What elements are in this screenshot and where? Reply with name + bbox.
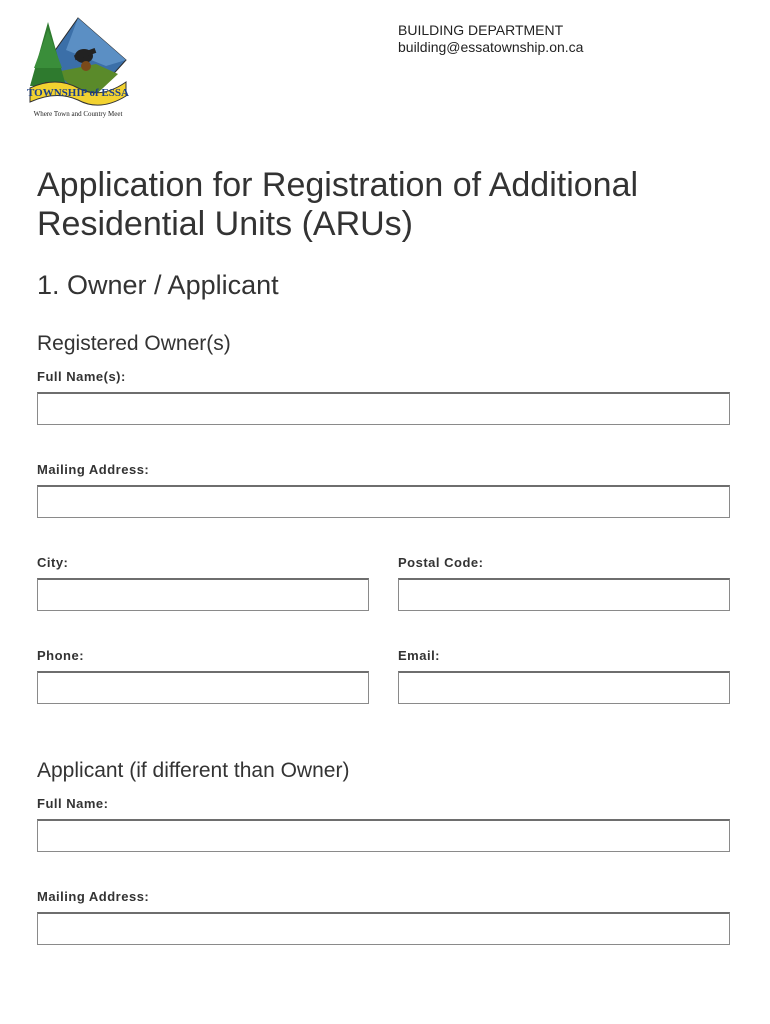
section-title-owner-applicant: 1. Owner / Applicant — [37, 270, 279, 300]
owner-full-name-field[interactable] — [37, 392, 730, 425]
owner-mailing-address-label: Mailing Address: — [37, 462, 150, 477]
owner-email-field[interactable] — [398, 671, 730, 704]
owner-city-field[interactable] — [37, 578, 369, 611]
applicant-full-name-label: Full Name: — [37, 796, 109, 811]
township-logo — [26, 16, 130, 120]
owner-mailing-address-field[interactable] — [37, 485, 730, 518]
owner-postal-code-field[interactable] — [398, 578, 730, 611]
owner-phone-field[interactable] — [37, 671, 369, 704]
township-logo-graphic — [26, 16, 130, 110]
owner-email-label: Email: — [398, 648, 441, 663]
department-name: BUILDING DEPARTMENT — [398, 22, 564, 38]
applicant-mailing-address-field[interactable] — [37, 912, 730, 945]
township-logo-banner: TOWNSHIP of ESSA — [27, 87, 129, 99]
applicant-full-name-field[interactable] — [37, 819, 730, 852]
owner-postal-code-label: Postal Code: — [398, 555, 484, 570]
logo-tagline: Where Town and Country Meet — [33, 110, 123, 118]
department-contact — [398, 22, 583, 56]
applicant-mailing-address-label: Mailing Address: — [37, 889, 150, 904]
applicant-heading: Applicant (if different than Owner) — [37, 759, 350, 782]
owner-phone-label: Phone: — [37, 648, 85, 663]
department-email: building@essatownship.on.ca — [398, 39, 584, 55]
owner-city-label: City: — [37, 555, 69, 570]
document-title: Application for Registration of Additional Residential Units (ARUs) — [37, 166, 639, 243]
registered-owners-heading: Registered Owner(s) — [37, 332, 231, 355]
owner-full-name-label: Full Name(s): — [37, 369, 126, 384]
